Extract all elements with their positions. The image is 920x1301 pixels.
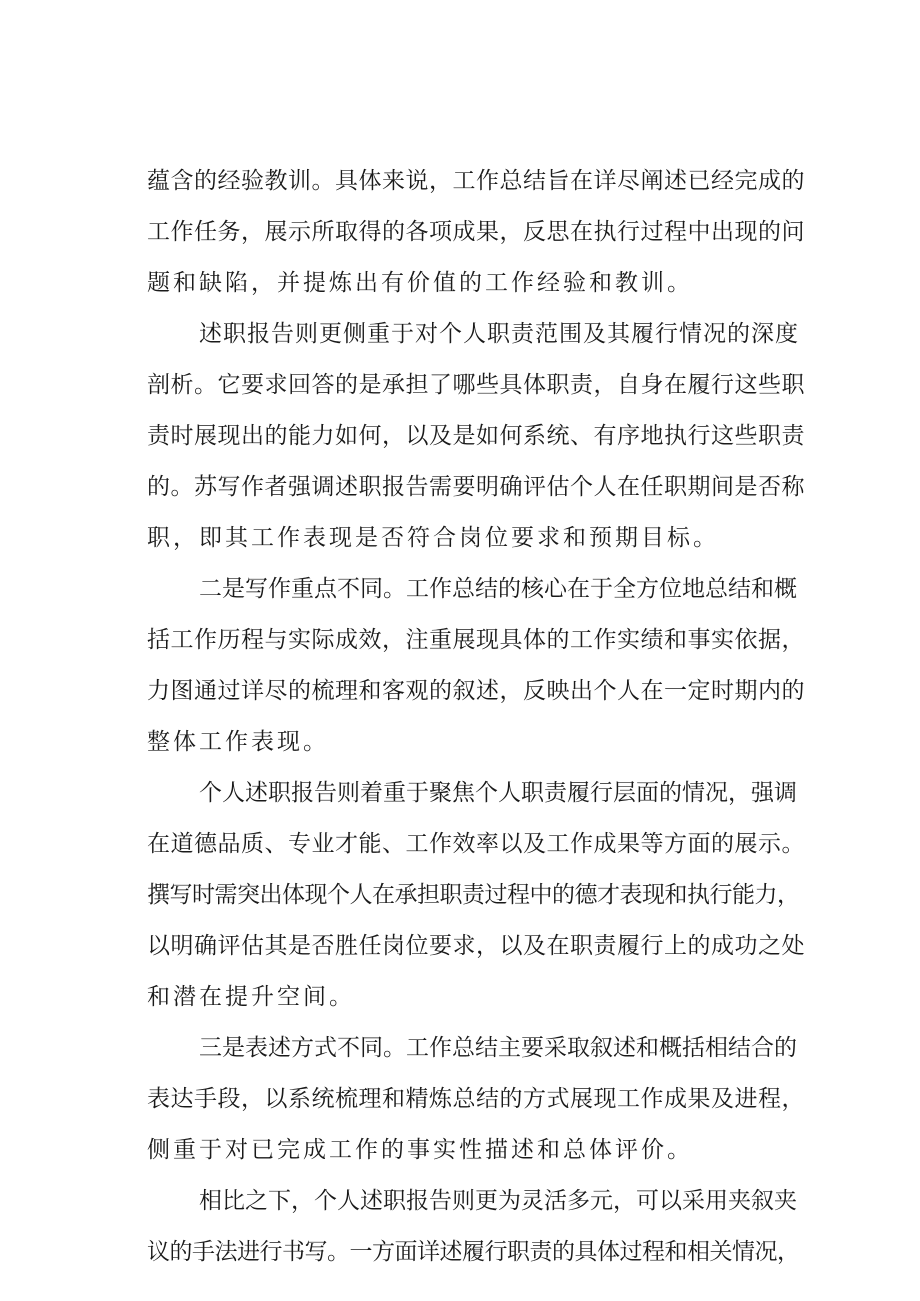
text-line: 职，即其工作表现是否符合岗位要求和预期目标。 <box>147 525 719 551</box>
text-line: 侧重于对已完成工作的事实性描述和总体评价。 <box>147 1137 693 1163</box>
text-line: 个人述职报告则着重于聚焦个人职责履行层面的情况，强调 <box>199 780 797 806</box>
text-line: 责时展现出的能力如何，以及是如何系统、有序地执行这些职责 <box>147 423 805 449</box>
text-line: 撰写时需突出体现个人在承担职责过程中的德才表现和执行能力， <box>147 882 800 908</box>
text-line: 题和缺陷，并提炼出有价值的工作经验和教训。 <box>147 270 693 296</box>
text-line: 三是表述方式不同。工作总结主要采取叙述和概括相结合的 <box>199 1035 797 1061</box>
text-line: 述职报告则更侧重于对个人职责范围及其履行情况的深度 <box>199 321 799 347</box>
text-line: 蕴含的经验教训。具体来说，工作总结旨在详尽阐述已经完成的 <box>147 168 805 194</box>
text-line: 议的手法进行书写。一方面详述履行职责的具体过程和相关情况， <box>147 1239 800 1265</box>
text-line: 括工作历程与实际成效，注重展现具体的工作实绩和事实依据， <box>147 627 805 653</box>
text-line: 工作任务，展示所取得的各项成果，反思在执行过程中出现的问 <box>147 219 805 245</box>
text-line: 的。苏写作者强调述职报告需要明确评估个人在任职期间是否称 <box>147 474 805 500</box>
text-line: 和潜在提升空间。 <box>147 984 355 1010</box>
text-line: 剖析。它要求回答的是承担了哪些具体职责，自身在履行这些职 <box>147 372 805 398</box>
text-line: 二是写作重点不同。工作总结的核心在于全方位地总结和概 <box>199 576 797 602</box>
text-line: 表达手段，以系统梳理和精炼总结的方式展现工作成果及进程， <box>147 1086 805 1112</box>
text-line: 力图通过详尽的梳理和客观的叙述，反映出个人在一定时期内的 <box>147 678 805 704</box>
text-line: 以明确评估其是否胜任岗位要求，以及在职责履行上的成功之处 <box>147 933 805 959</box>
text-line: 相比之下，个人述职报告则更为灵活多元，可以采用夹叙夹 <box>199 1188 797 1214</box>
text-line: 整体工作表现。 <box>147 729 329 755</box>
body-text <box>147 156 807 1278</box>
text-line: 在道德品质、专业才能、工作效率以及工作成果等方面的展示。 <box>147 831 805 857</box>
